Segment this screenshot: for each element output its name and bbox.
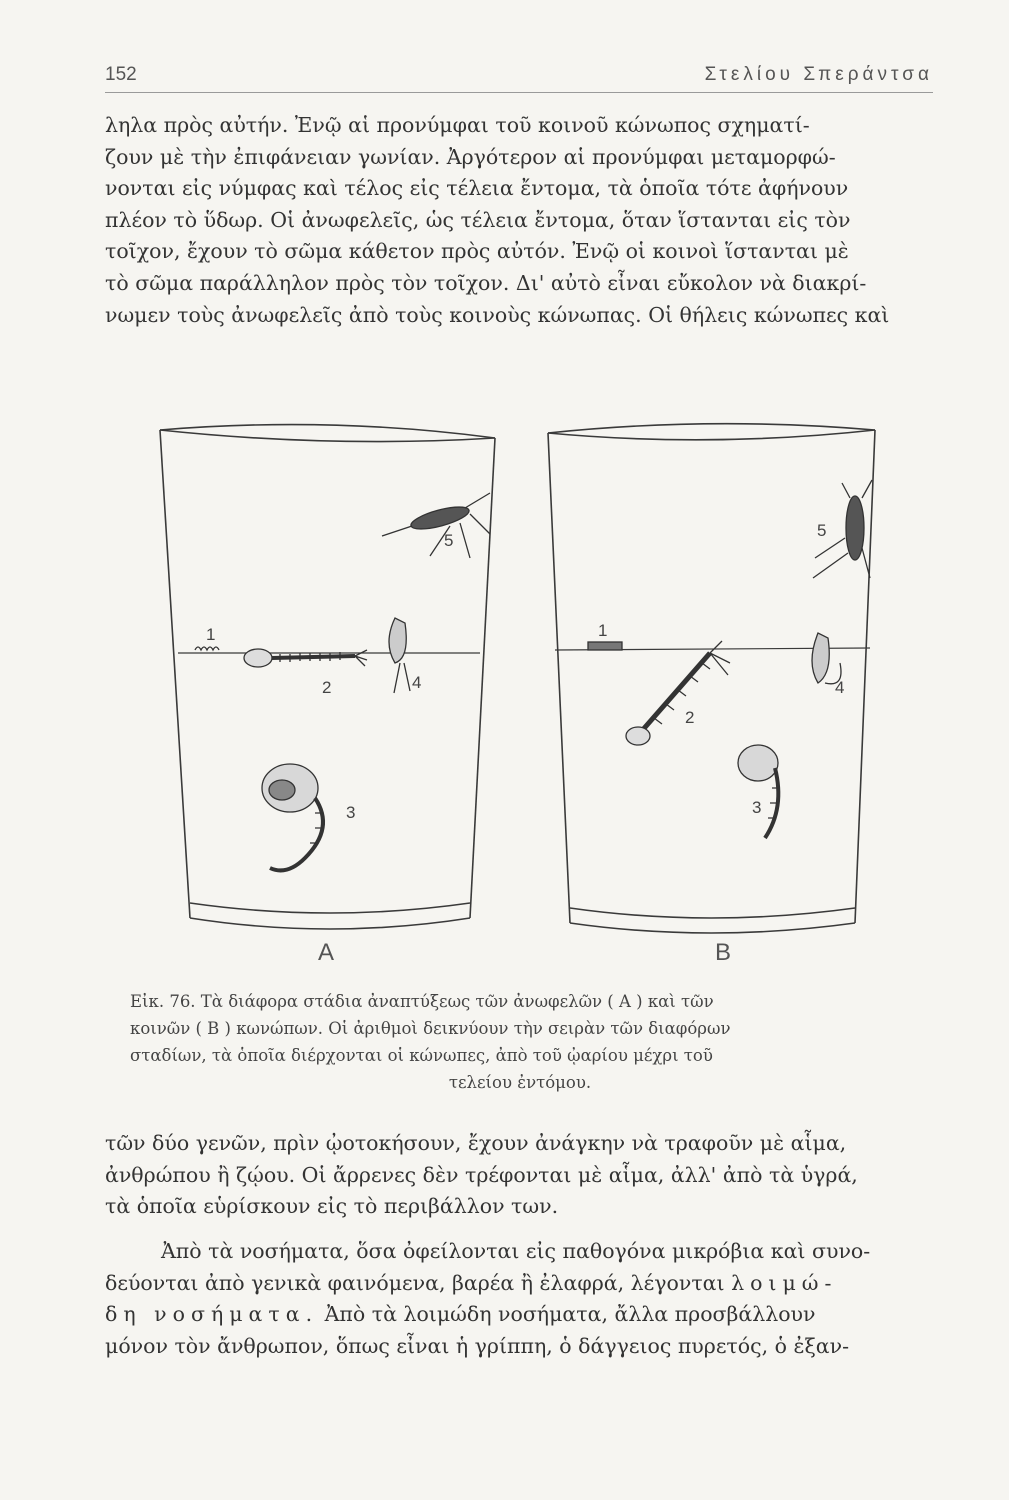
- text-line: νονται εἰς νύμφας καὶ τέλος εἰς τέλεια ἔντομα, τὰ ὁποῖα τότε ἀφήνουν: [105, 176, 849, 201]
- text-span: Ἀπὸ τὰ λοιμώδη νοσήματα, ἄλλα προσβάλλουν: [324, 1302, 816, 1327]
- figure-illustration: [150, 418, 890, 978]
- page-number: 152: [105, 64, 137, 85]
- text-line: Ἀπὸ τὰ νοσήματα, ὅσα ὀφείλονται εἰς παθογόνα μικρόβια καὶ συνο-: [161, 1239, 871, 1263]
- text-line: νωμεν τοὺς ἀνωφελεῖς ἀπὸ τοὺς κοινοὺς κώνωπας. Οἱ θήλεις κώνωπες καὶ: [105, 302, 890, 327]
- panel-letter-a: A: [318, 939, 335, 966]
- panel-letter-b: B: [715, 939, 732, 966]
- caption-line: κοινῶν ( Β ) κωνώπων. Οἱ ἀριθμοὶ δεικνύουν τὴν σειρὰν τῶν διαφόρων: [130, 1019, 731, 1038]
- text-span: δεύονται ἀπὸ γενικὰ φαινόμενα, βαρέα ἢ ἐλαφρά, λέγονται: [105, 1270, 725, 1295]
- text-line: τὰ ὁποῖα εὑρίσκουν εἰς τὸ περιβάλλον των.: [105, 1194, 559, 1219]
- label-a-1: 1: [206, 625, 216, 644]
- label-b-3: 3: [752, 798, 762, 817]
- text-line: ζουν μὲ τὴν ἐπιφάνειαν γωνίαν. Ἀργότερον αἱ προνύμφαι μεταμορφώ-: [105, 144, 836, 169]
- paragraph-last: [105, 1236, 933, 1362]
- page-header: [105, 62, 933, 93]
- emphasis-spaced: δη νοσήματα.: [105, 1302, 319, 1327]
- text-line: [105, 1299, 933, 1331]
- text-line: [105, 1268, 933, 1300]
- text-line: ἀνθρώπου ἢ ζῴου. Οἱ ἄρρενες δὲν τρέφονται μὲ αἷμα, ἀλλ' ἀπὸ τὰ ὑγρά,: [105, 1162, 858, 1187]
- label-b-5: 5: [817, 521, 827, 540]
- glass-a: [160, 425, 495, 929]
- text-line: τὸ σῶμα παράλληλον πρὸς τὸν τοῖχον. Δι' αὐτὸ εἶναι εὔκολον νὰ διακρί-: [105, 270, 867, 295]
- emphasis-spaced: λοιμώ-: [731, 1270, 838, 1295]
- caption-line: τελείου ἐντόμου.: [448, 1073, 592, 1092]
- figure-caption: [130, 988, 910, 1096]
- label-a-5: 5: [444, 531, 454, 550]
- label-a-2: 2: [322, 678, 332, 697]
- text-line: μόνον τὸν ἄνθρωπον, ὅπως εἶναι ἡ γρίππη, ὁ δάγγειος πυρετός, ὁ ἐξαν-: [105, 1333, 850, 1358]
- paragraph-bottom: [105, 1128, 933, 1223]
- specimens-b: [588, 480, 872, 838]
- label-b-1: 1: [598, 621, 608, 640]
- label-a-3: 3: [346, 803, 356, 822]
- running-head: Στελίου Σπεράντσα: [704, 64, 933, 85]
- label-a-4: 4: [412, 673, 422, 692]
- text-line: τῶν δύο γενῶν, πρὶν ᾠοτοκήσουν, ἔχουν ἀνάγκην νὰ τραφοῦν μὲ αἷμα,: [105, 1131, 847, 1155]
- text-line: τοῖχον, ἔχουν τὸ σῶμα κάθετον πρὸς αὐτόν. Ἐνῷ οἱ κοινοὶ ἵστανται μὲ: [105, 239, 849, 264]
- label-b-4: 4: [835, 678, 845, 697]
- paragraph-top: [105, 110, 933, 331]
- text-line: ληλα πρὸς αὐτήν. Ἐνῷ αἱ προνύμφαι τοῦ κοινοῦ κώνωπος σχηματί-: [105, 113, 810, 137]
- label-b-2: 2: [685, 708, 695, 727]
- caption-line: Εἰκ. 76. Τὰ διάφορα στάδια ἀναπτύξεως τῶν ἀνωφελῶν ( Α ) καὶ τῶν: [130, 992, 714, 1011]
- text-line: πλέον τὸ ὕδωρ. Οἱ ἀνωφελεῖς, ὡς τέλεια ἔντομα, ὅταν ἵστανται εἰς τὸν: [105, 207, 851, 232]
- figure-mosquito-stages: [150, 418, 890, 978]
- caption-line: σταδίων, τὰ ὁποῖα διέρχονται οἱ κώνωπες, ἀπὸ τοῦ ᾠαρίου μέχρι τοῦ: [130, 1046, 713, 1065]
- glass-b: [548, 424, 875, 933]
